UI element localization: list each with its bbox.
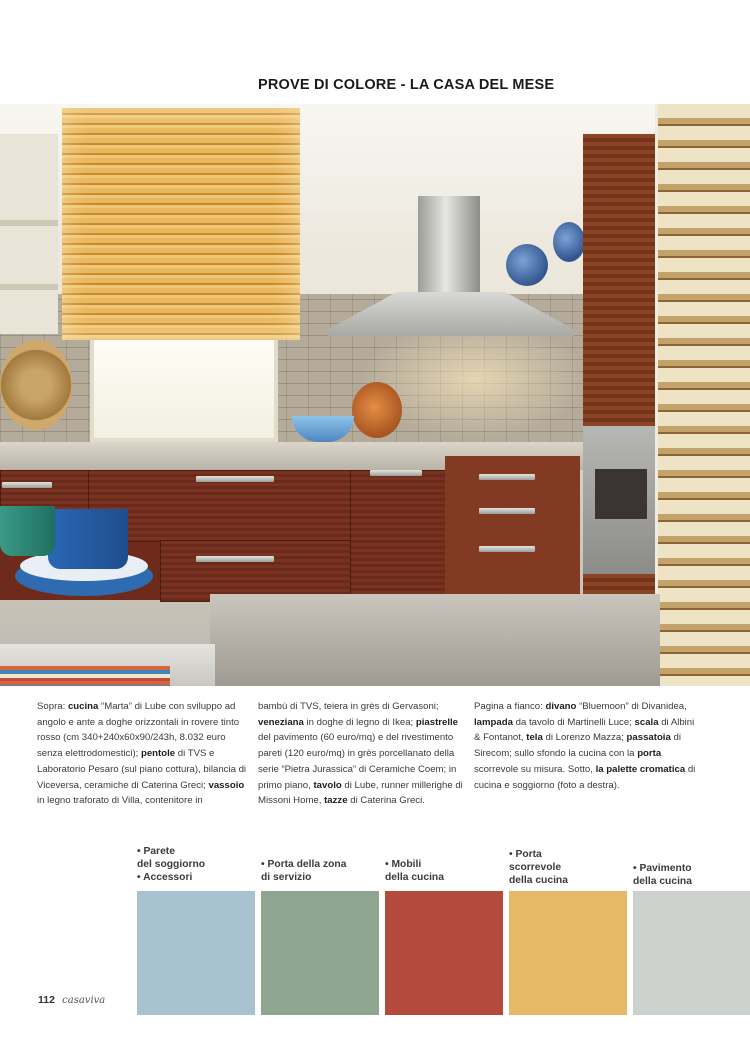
woven-tray [0,340,72,430]
oven-window [595,469,647,519]
swatch-label [633,862,692,888]
text-run: di Albini & Fontanot, [474,716,695,744]
color-swatch [633,891,750,1015]
bold-term: porta [637,748,662,760]
teal-cup [0,506,55,556]
swatch-label [137,845,205,884]
color-swatch [261,891,379,1015]
swatch-label [385,858,444,884]
text-run: da tavolo di Martinelli Luce; [512,716,635,728]
text-run: in doghe di legno di Ikea; [303,716,416,728]
text-column-1 [37,699,247,809]
text-run: bambù di TVS, teiera in grès di Gervasoni; [258,701,439,712]
text-run: di Caterina Greci. [347,795,425,807]
text-run: Sopra: [37,701,68,712]
color-swatch [137,891,255,1015]
corner-drawers [445,456,580,606]
bold-term: cucina [67,701,99,712]
sliding-slatted-door [658,104,750,686]
swatch-label-line: • Porta [509,849,542,860]
text-run: di Lorenzo Mazza; [542,732,627,744]
wall-shelves [0,134,58,334]
bold-term: la palette cromatica [595,763,686,775]
floor [210,594,660,686]
extractor-hood-chimney [418,196,480,296]
text-run: “Bluemoon” di Divanidea, [576,701,687,712]
swatch-label-line: della cucina [633,876,692,887]
striped-runner [0,666,170,686]
bold-term: passatoia [626,732,671,744]
swatch-label [509,848,568,887]
swatch-label-line: • Mobili [385,859,422,870]
text-run: scorrevole su misura. Sotto, [474,763,596,775]
text-run: di cucina e soggiorno (foto a destra). [474,763,696,791]
text-run: di Lube, runner millerighe di Missoni Home, [258,779,463,807]
kitchen-window [90,334,278,442]
swatch-label-line: del soggiorno [137,859,206,870]
color-swatch [385,891,503,1015]
text-run: di TVS e Laboratorio Pesaro (sul piano cottura), bilancia di Viceversa, ceramiche di Caterina Greci; [37,748,247,791]
color-swatch [509,891,627,1015]
swatch-label-line: • Accessori [137,872,193,883]
bold-term: scala [634,716,659,728]
wooden-venetian-blind [62,108,300,340]
bold-term: pentole [140,748,176,760]
swatch-label-line: della cucina [385,872,444,883]
bold-term: divano [545,701,577,712]
hanging-pan [553,222,585,262]
bold-term: lampada [474,716,513,728]
bold-term: piastrelle [415,716,459,728]
swatch-label-line: • Pavimento [633,863,692,874]
swatch-label-line: scorrevole [509,862,562,873]
text-run: “Marta” di Lube con sviluppo ad angolo e ante a doghe orizzontali in rovere tinto rosso (cm 340+240x60x90/243h, 8.032 euro senza elettrodomestici); [37,701,240,760]
swatch-label [261,858,346,884]
hanging-pan [506,244,548,286]
page-section-title: PROVE DI COLORE - LA CASA DEL MESE [258,77,555,93]
blue-cup [48,509,128,569]
magazine-name: casaviva [62,995,106,1006]
bold-term: tavolo [313,779,342,791]
text-run: del pavimento (60 euro/mq) e del rivestimento pareti (120 euro/mq) in grès porcellanato della serie “Pietra Jurassica” di Ceramiche Coem; in primo piano, [258,732,457,791]
text-run: di Sirecom; sullo sfondo la cucina con la [474,732,681,760]
text-run: in legno traforato di Villa, contenitore in [37,795,203,807]
bold-term: tazze [324,795,348,807]
swatch-label-line: • Parete [137,846,175,857]
orange-plate [352,382,402,438]
bold-term: tela [526,732,543,744]
swatch-label-line: della cucina [509,875,568,886]
text-run: Pagina a fianco: [474,701,546,712]
kitchen-photo [0,104,750,686]
text-column-2 [258,699,468,809]
page-number: 112 [38,994,55,1006]
text-column-3 [474,699,699,793]
swatch-label-line: di servizio [261,872,312,883]
bold-term: vassoio [208,779,245,791]
bold-term: veneziana [258,716,304,728]
page-footer [38,994,105,1006]
tall-cabinet [583,134,658,454]
swatch-label-line: • Porta della zona [261,859,347,870]
